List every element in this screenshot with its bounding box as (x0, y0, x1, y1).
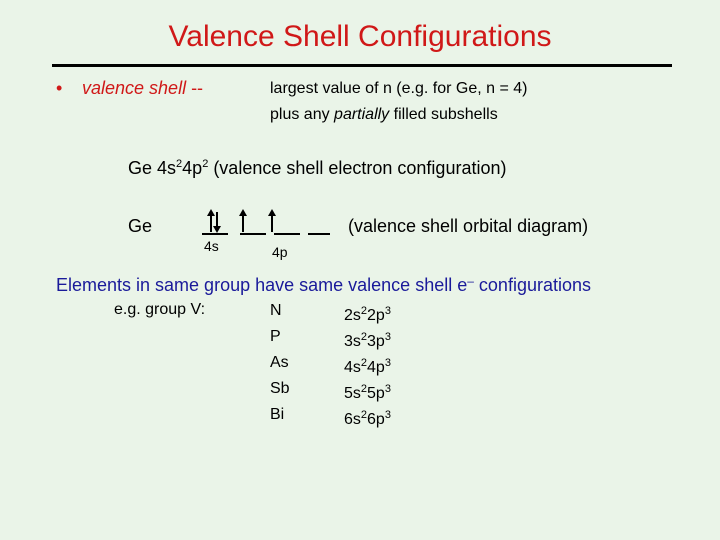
element-symbol: Sb (270, 380, 290, 397)
group-heading-start: Elements in same group have same valence shell e (56, 275, 468, 295)
configuration-row (344, 405, 391, 431)
element-column (270, 301, 290, 431)
config-sup-1: 2 (176, 158, 183, 170)
cfg-p-sup: 3 (384, 305, 391, 317)
definition-emphasis: partially (334, 106, 390, 123)
cfg-s-sup: 2 (360, 331, 368, 343)
configuration-row (344, 301, 391, 327)
config-mid: 4p (182, 158, 203, 178)
ge-electron-configuration (128, 158, 506, 179)
configuration-row (344, 353, 391, 379)
element-symbol: Bi (270, 406, 285, 423)
element-symbol: P (270, 328, 281, 345)
term-valence-shell (82, 78, 203, 99)
orbital-4p-2 (268, 209, 300, 234)
term-dash: -- (186, 78, 204, 98)
orbital-diagram (196, 206, 336, 238)
orbital-4p-1 (239, 209, 266, 234)
cfg-s: 3s (344, 333, 361, 350)
cfg-s-sup: 2 (360, 383, 368, 395)
cfg-s: 5s (344, 385, 361, 402)
config-caption: (valence shell electron configuration) (208, 158, 507, 178)
orbital-4s (202, 209, 228, 234)
cfg-p: 5p (367, 385, 385, 402)
configuration-row (344, 379, 391, 405)
group-heading-end: configurations (473, 275, 591, 295)
spin-up-arrow-icon (207, 209, 215, 232)
slide-title: Valence Shell Configurations (168, 20, 552, 53)
spin-up-arrow-icon (239, 209, 247, 232)
element-symbol: N (270, 302, 282, 319)
cfg-p-sup: 3 (384, 409, 391, 421)
element-symbol: As (270, 354, 289, 371)
definition-line-2-end: filled subshells (389, 106, 498, 123)
cfg-s-sup: 2 (360, 357, 368, 369)
configuration-row (344, 327, 391, 353)
cfg-p-sup: 3 (384, 331, 391, 343)
cfg-s: 6s (344, 411, 361, 428)
definition-line-1: largest value of n (e.g. for Ge, n = 4) (270, 80, 528, 97)
cfg-s: 4s (344, 359, 361, 376)
definition-line-2 (270, 106, 498, 124)
orbital-label-4s: 4s (204, 238, 219, 254)
cfg-s-sup: 2 (360, 305, 368, 317)
orbital-caption: (valence shell orbital diagram) (348, 216, 589, 236)
cfg-p: 6p (367, 411, 385, 428)
electron-charge-sup: – (467, 274, 474, 288)
cfg-p-sup: 3 (384, 383, 391, 395)
title-divider (52, 64, 672, 67)
definition-line-2-start: plus any (270, 106, 335, 123)
config-prefix: Ge 4s (128, 158, 177, 178)
cfg-p: 4p (367, 359, 385, 376)
cfg-s: 2s (344, 307, 361, 324)
spin-up-arrow-icon (268, 209, 276, 232)
orbital-label-4p: 4p (272, 244, 288, 260)
orbital-element-label: Ge (128, 216, 153, 236)
example-label: e.g. group V: (114, 301, 206, 318)
cfg-p: 2p (367, 307, 385, 324)
cfg-p-sup: 3 (384, 357, 391, 369)
cfg-p: 3p (367, 333, 385, 350)
group-heading (56, 274, 591, 296)
config-sup-2: 2 (202, 158, 209, 170)
term-text: valence shell (82, 78, 187, 98)
cfg-s-sup: 2 (360, 409, 368, 421)
bullet-marker: • (56, 78, 63, 98)
configuration-column (344, 301, 391, 431)
